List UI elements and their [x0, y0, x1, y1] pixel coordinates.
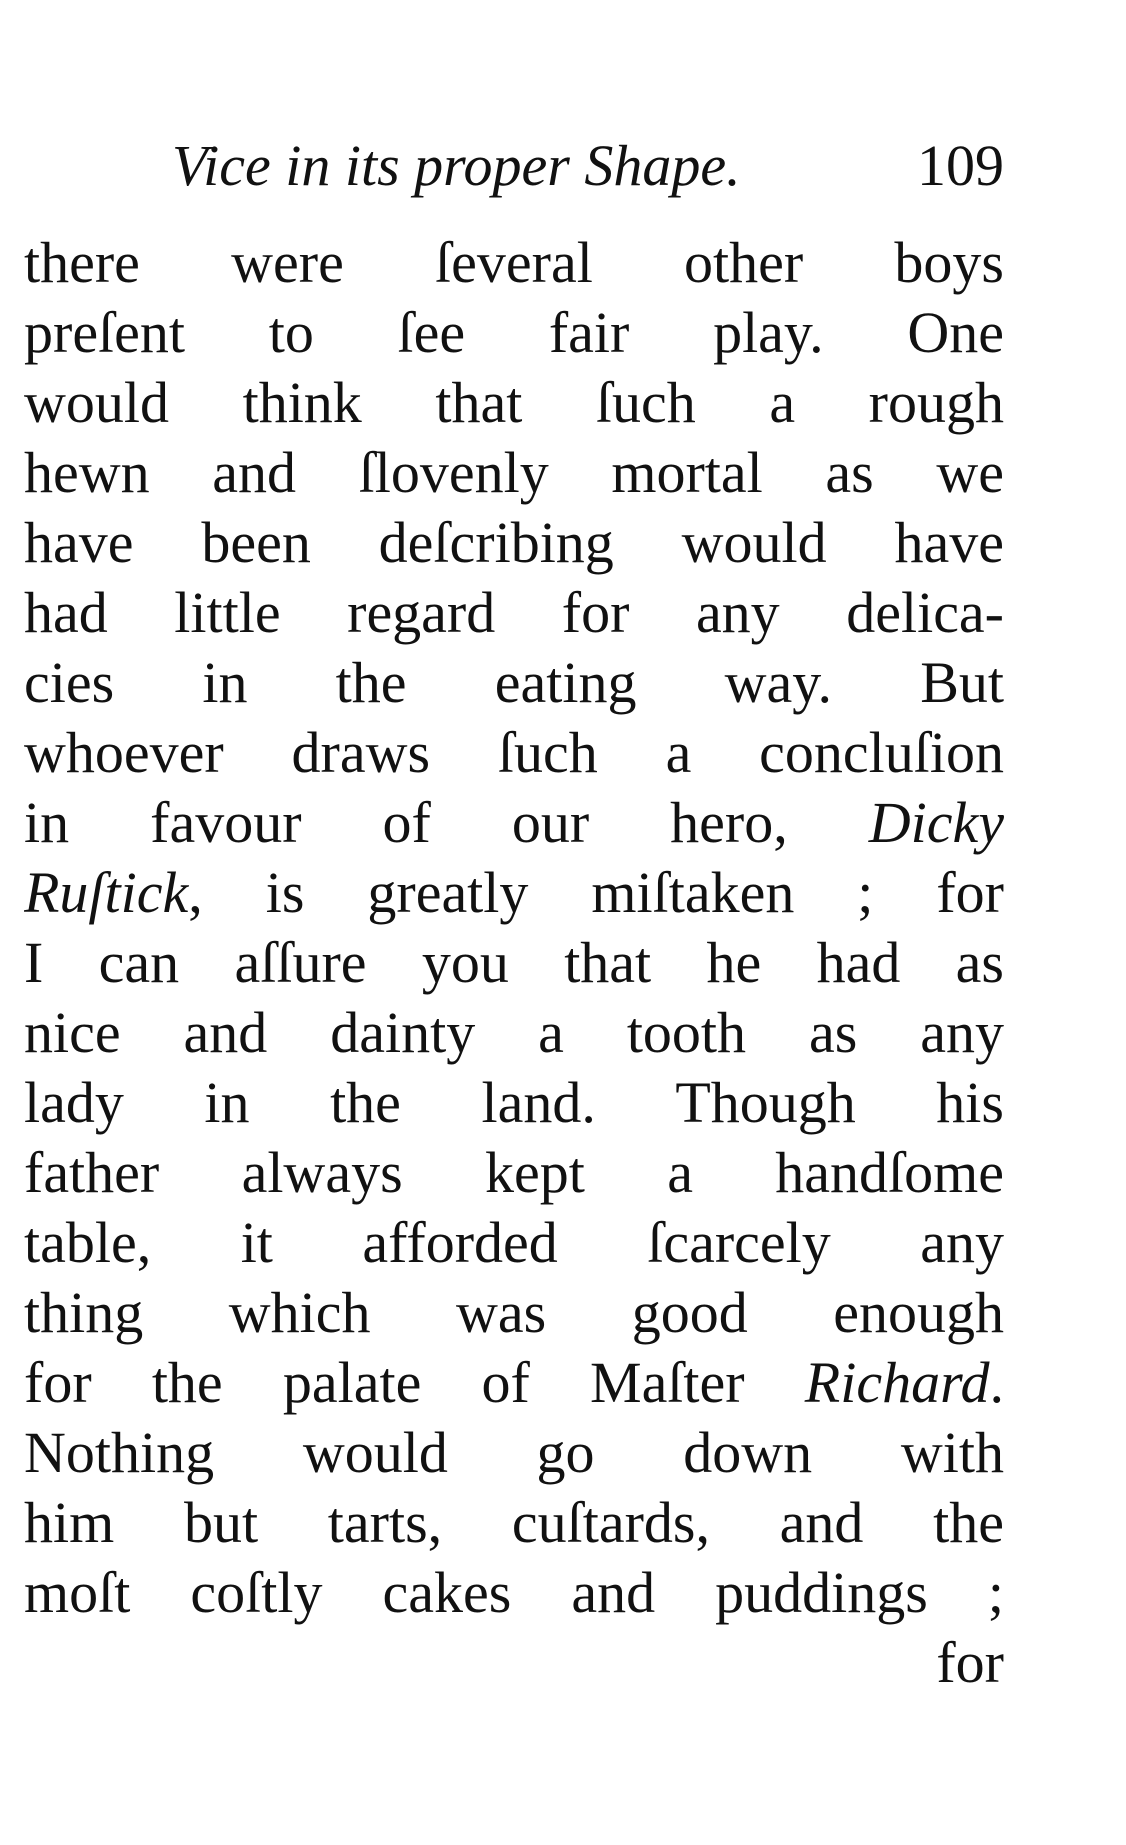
text-segment: , is greatly miſtaken ; for: [188, 860, 1004, 925]
text-line: him but tarts, cuſtards, and the: [24, 1490, 1004, 1555]
text-line: have been deſcribing would have: [24, 510, 1004, 575]
body-text: [24, 228, 1004, 1698]
running-head-title: Vice in its proper Shape.: [172, 133, 741, 198]
text-line: cies in the eating way. But: [24, 650, 1004, 715]
text-line: [24, 858, 1004, 928]
page-number: 109: [917, 133, 1004, 198]
text-line: [24, 1348, 1004, 1418]
text-line: would think that ſuch a rough: [24, 370, 1004, 435]
text-segment: for the palate of Maſter: [24, 1350, 805, 1415]
text-line: I can aſſure you that he had as: [24, 930, 1004, 995]
text-line: hewn and ſlovenly mortal as we: [24, 440, 1004, 505]
text-line: thing which was good enough: [24, 1280, 1004, 1345]
running-head: [24, 126, 1004, 206]
text-line: table, it afforded ſcarcely any: [24, 1210, 1004, 1275]
italic-name: Dicky: [868, 790, 1004, 855]
text-segment: in favour of our hero,: [24, 790, 869, 855]
text-line: moſt coſtly cakes and puddings ;: [24, 1560, 1004, 1625]
text-line: whoever draws ſuch a concluſion: [24, 720, 1004, 785]
text-line: lady in the land. Though his: [24, 1070, 1004, 1135]
italic-name: Ruſtick: [24, 860, 189, 925]
text-line: father always kept a handſome: [24, 1140, 1004, 1205]
text-line: Nothing would go down with: [24, 1420, 1004, 1485]
text-line: there were ſeveral other boys: [24, 230, 1004, 295]
text-line: preſent to ſee fair play. One: [24, 300, 1004, 365]
text-segment: .: [989, 1350, 1004, 1415]
text-line: [24, 788, 1004, 858]
text-line: had little regard for any delica-: [24, 580, 1004, 645]
italic-name: Richard: [804, 1350, 990, 1415]
text-line: nice and dainty a tooth as any: [24, 1000, 1004, 1065]
catchword: for: [936, 1630, 1004, 1695]
